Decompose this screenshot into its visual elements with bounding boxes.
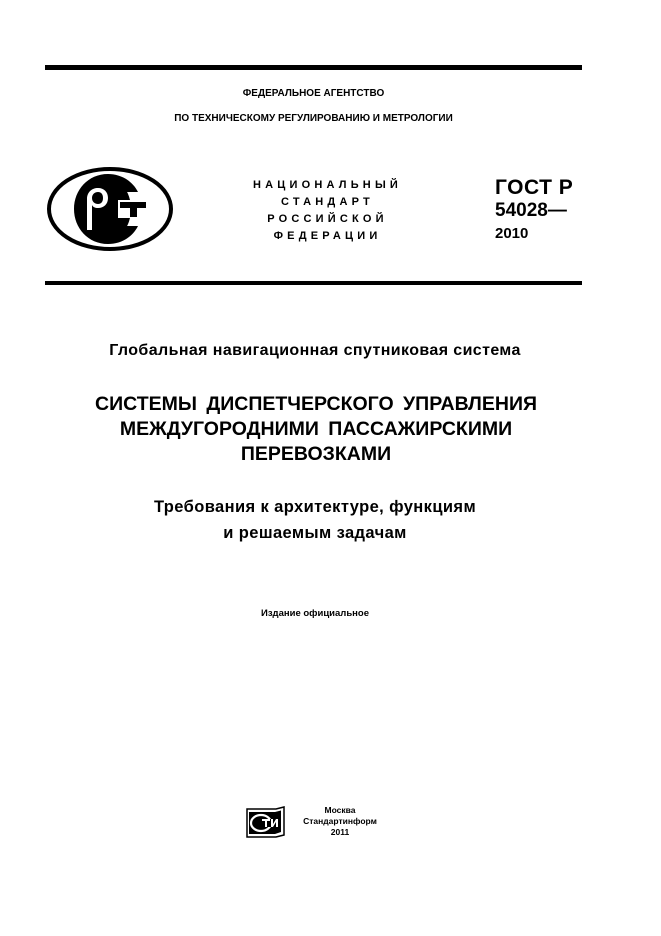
top-rule (45, 65, 582, 70)
publisher-city: Москва (324, 805, 356, 815)
designation-prefix: ГОСТ Р (495, 176, 574, 199)
main-title-line: МЕЖДУГОРОДНИМИ ПАССАЖИРСКИМИ (119, 418, 513, 440)
national-standard-label (225, 177, 430, 245)
scope-line: и решаемым задачам (223, 524, 407, 542)
national-line: НАЦИОНАЛЬНЫЙ (252, 179, 403, 191)
publisher-year: 2011 (330, 827, 350, 837)
national-line: СТАНДАРТ (281, 196, 374, 208)
standartinform-logo-icon (246, 806, 286, 839)
publisher-imprint (292, 805, 388, 838)
agency-name-line-2: ПО ТЕХНИЧЕСКОМУ РЕГУЛИРОВАНИЮ И МЕТРОЛОГИИ (174, 113, 453, 124)
national-line: РОССИЙСКОЙ (267, 213, 388, 225)
designation-number: 54028— (495, 200, 567, 221)
national-line: ФЕДЕРАЦИИ (273, 230, 382, 242)
document-subtitle: Глобальная навигационная спутниковая система (109, 342, 521, 359)
main-title-line: ПЕРЕВОЗКАМИ (240, 443, 392, 465)
document-scope (0, 494, 630, 546)
rst-certification-mark-icon (46, 166, 174, 252)
designation-year: 2010 (495, 225, 529, 242)
scope-line: Требования к архитектуре, функциям (153, 498, 477, 516)
standard-designation (495, 176, 573, 245)
middle-rule (45, 281, 582, 285)
publisher-name: Стандартинформ (303, 816, 377, 826)
edition-label: Издание официальное (261, 608, 369, 619)
agency-name-line-1: ФЕДЕРАЛЬНОЕ АГЕНТСТВО (242, 88, 385, 99)
document-main-title (0, 392, 632, 467)
main-title-line: СИСТЕМЫ ДИСПЕТЧЕРСКОГО УПРАВЛЕНИЯ (95, 393, 537, 415)
